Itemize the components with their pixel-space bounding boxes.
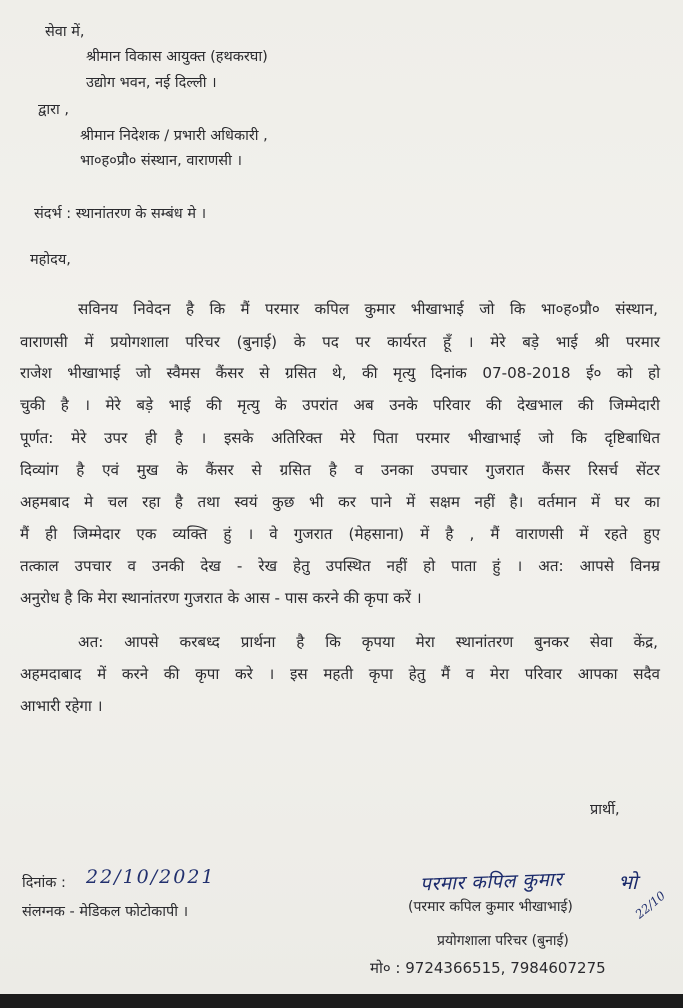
paragraph-1-line: राजेश भीखाभाई जो स्वैमस कैंसर से ग्रसित थे, की मृत्यु दिनांक 07-08-2018 ई० को हो [20,364,660,382]
paragraph-2-line: आभारी रहेगा । [20,697,103,715]
via-line-2: भा०ह०प्रौ० संस्थान, वाराणसी । [80,153,242,169]
paragraph-1-line: अनुरोध है कि मेरा स्थानांतरण गुजरात के आस - पास करने की कृपा करें । [20,589,422,607]
paragraph-1-line: सविनय निवेदन है कि मैं परमार कपिल कुमार भीखाभाई जो कि भा०ह०प्रौ० संस्थान, [78,300,658,318]
paragraph-1-line: तत्काल उपचार व उनकी देख - रेख हेतु उपस्थित नहीं हो पाता हुं । अत: आपसे विनम्र [20,557,660,575]
closing-word: प्रार्थी, [590,802,620,818]
recipient-line-1: श्रीमान विकास आयुक्त (हथकरघा) [86,49,268,65]
handwritten-signature: परमार कपिल कुमार [419,868,563,896]
paragraph-2-line: अत: आपसे करबध्द प्रार्थना है कि कृपया मेरा स्थानांतरण बुनकर सेवा केंद्र, [78,633,658,651]
typed-name: (परमार कपिल कुमार भीखाभाई) [408,899,573,915]
enclosure-note: संलग्नक - मेडिकल फोटोकापी । [22,904,189,920]
paragraph-2-line: अहमदाबाद में करने की कृपा करे । इस महती कृपा हेतु मैं व मेरा परिवार आपका सदैव [20,665,660,683]
paragraph-1-line: चुकी है । मेरे बड़े भाई की मृत्यु के उपरांत अब उनके परिवार की देखभाल की जिम्मेदारी [20,396,660,414]
via-label: द्वारा , [38,102,69,118]
mobile-numbers: मो० : 9724366515, 7984607275 [370,959,606,977]
signature-date: 22/10 [632,888,669,922]
paragraph-1-line: पूर्णत: मेरे उपर ही है । इसके अतिरिक्त मेरे पिता परमार भीखाभाई जो कि दृष्टिबाधित [20,429,660,447]
paragraph-1-line: दिव्यांग है एवं मुख के कैंसर से ग्रसित है व उनका उपचार गुजरात कैंसर रिसर्च सेंटर [20,461,660,479]
salutation: महोदय, [30,252,71,268]
handwritten-signature-initial: भो [618,870,638,894]
paragraph-1-line: वाराणसी में प्रयोगशाला परिचर (बुनाई) के पद पर कार्यरत हूँ । मेरे बड़े भाई श्री परमार [20,333,660,351]
designation: प्रयोगशाला परिचर (बुनाई) [437,933,569,949]
paragraph-1-line: अहमबाद मे चल रहा है तथा स्वयं कुछ भी कर पाने में सक्षम नहीं है। वर्तमान में घर का [20,493,660,511]
date-label: दिनांक : [22,875,66,891]
paragraph-1-line: मैं ही जिम्मेदार एक व्यक्ति हुं । वे गुजरात (मेहसाना) में है , मैं वाराणसी में रहते हुए [20,525,660,543]
subject-line: संदर्भ : स्थानांतरण के सम्बंध मे । [34,206,207,222]
handwritten-date: 22/10/2021 [86,866,216,888]
to-label: सेवा में, [45,24,85,40]
recipient-line-2: उद्योग भवन, नई दिल्ली । [86,75,217,91]
via-line-1: श्रीमान निदेशक / प्रभारी अधिकारी , [80,128,268,144]
